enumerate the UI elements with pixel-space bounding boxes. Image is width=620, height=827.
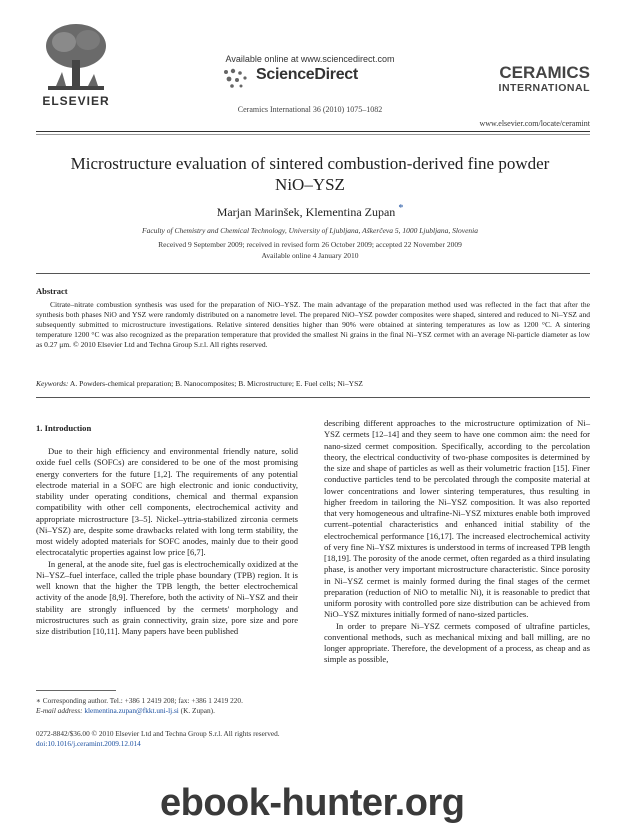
abstract-body: Citrate–nitrate combustion synthesis was used for the preparation of NiO–YSZ. The main advantage of the preparation method used was reflected in the fact that after the synthesis both phases NiO and YSZ were randomly distributed on a nanometre level. The prepared NiO–YSZ powder composites were shaped, sintered and reduced to Ni–YSZ and subsequently submitted to microstructure investigations. Relative sintered densities higher than 90% were obtained at sintering temperatures as low as 1200 °C. A sintering temperature 1200 °C was also recognized as the preparation temperature that provided the smallest Ni grains in the final Ni–YSZ cermet with an average Ni-particle diameter as low as 0.27 μm. © 2010 Elsevier Ltd and Techna Group S.r.l. All rights reserved. xyxy=(36,300,590,349)
paragraph: In general, at the anode site, fuel gas is electrochemically oxidized at the Ni–YSZ–fuel interface, called the triple phase boundary (TPB) region. It is well known that the higher the TPB length, the better electrochemical activity of the anode [8,9]. Therefore, both the activity of Ni–YSZ and their stability are strongly influenced by the cermets' morphology and microstructures such as grain connectivity, grain size, pore size and pore size distribution [10,11]. Many papers have been published xyxy=(36,558,298,636)
keywords xyxy=(36,379,590,388)
publisher-name: ELSEVIER xyxy=(42,94,110,108)
email-line xyxy=(36,706,298,716)
keywords-divider xyxy=(36,397,590,398)
corresponding-author-mark[interactable]: * xyxy=(398,203,404,214)
section-heading: 1. Introduction xyxy=(36,423,92,433)
abstract-divider xyxy=(36,273,590,274)
right-column xyxy=(324,418,590,666)
received-dates: Received 9 September 2009; received in revised form 26 October 2009; accepted 22 November 2009 xyxy=(158,240,462,249)
left-column xyxy=(36,446,298,637)
corresponding-author-note: ∗ Corresponding author. Tel.: +386 1 2419 208; fax: +386 1 2419 220. xyxy=(36,696,243,705)
copyright-block xyxy=(36,729,376,749)
author-names: Marjan Marinšek, Klementina Zupan xyxy=(216,205,396,219)
sciencedirect-logo: ScienceDirect xyxy=(256,66,358,83)
journal-reference: Ceramics International 36 (2010) 1075–1082 xyxy=(237,105,383,114)
author-list xyxy=(0,203,620,220)
copyright-line: 0272-8842/$36.00 © 2010 Elsevier Ltd and Techna Group S.r.l. All rights reserved. xyxy=(36,729,280,738)
article-title: Microstructure evaluation of sintered combustion-derived fine powder NiO–YSZ xyxy=(70,154,550,194)
sciencedirect-dots-icon xyxy=(222,68,252,90)
online-date: Available online 4 January 2010 xyxy=(261,251,359,260)
journal-title-main: CERAMICS xyxy=(499,63,590,82)
header-divider-thin xyxy=(36,134,590,135)
paragraph: Due to their high efficiency and environmental friendly nature, solid oxide fuel cells (SOFCs) are considered to be one of the most promising energy converters for the future [1,2]. The requirements of any potential electrode material in a SOFC are high electronic and ionic conductivity, stability under operating conditions, chemical and thermal expansion compatibility with other cell components, electrochemical activity and appropriate microstructure [3–5]. Nickel–yttria-stabilized zirconia cermets (Ni–YSZ) are, despite some drawbacks related with long term stability, the most widely adopted materials for SOFC anodes, mainly due to their good electrocatalytic properties against low price [6,7]. xyxy=(36,446,298,558)
keywords-list: A. Powders-chemical preparation; B. Nanocomposites; B. Microstructure; E. Fuel cells; Ni–YSZ xyxy=(69,379,363,388)
paragraph: describing different approaches to the microstructure optimization of Ni–YSZ cermets [12–14] and they seem to have one common aim: the need for nano-sized cermet composition. Specifically, according to the percolation theory, the electrical conductivity of two-phase composites is determined by the size and shape of particles as well as their volumetric fraction [15]. Finer conductive particles tend to be percolated through the composite material at lower concentrations and lower sintering temperatures, thus resulting in higher freedom in tailoring the Ni–YSZ composition. It was also reported that very homogeneous and ultrafine-Ni–YSZ mixtures enable both improved current–potential characteristics and enhanced initial stability of the electrochemical performance [16,17]. The increased electrochemical activity of very fine Ni–YSZ mixtures is understood in terms of increased TPB length [18,19]. The porosity of the anode cermet, often regarded as a third insulating phase, is another very important microstructure characteristic. Since porosity in Ni–YSZ cermet is mainly formed during the final stages of the cermet preparation (reduction of NiO to metallic Ni), it is reasonable to predict that uniform porosity with controlled pore size distribution can be achieved from NiO–YSZ mixtures initially formed of nano-sized particles. xyxy=(324,418,590,620)
watermark: ebook-hunter.org xyxy=(160,782,465,824)
footnote-divider xyxy=(36,690,116,691)
email-link[interactable]: klementina.zupan@fkkt.uni-lj.si xyxy=(84,706,179,715)
paragraph: In order to prepare Ni–YSZ cermets composed of ultrafine particles, conventional methods, such as mechanical mixing and ball milling, are no longer appropriate. Therefore, the development of a process, as cheap and as simple as possible, xyxy=(324,620,590,665)
keywords-label: Keywords: xyxy=(36,379,69,388)
available-online-text: Available online at www.sciencedirect.com xyxy=(225,54,395,64)
journal-title-sub: INTERNATIONAL xyxy=(498,82,590,94)
header-divider xyxy=(36,131,590,132)
email-suffix: (K. Zupan). xyxy=(180,706,215,715)
abstract-heading: Abstract xyxy=(36,286,68,296)
doi-link[interactable]: doi:10.1016/j.ceramint.2009.12.014 xyxy=(36,739,141,748)
journal-url[interactable]: www.elsevier.com/locate/ceramint xyxy=(479,119,590,128)
footnote xyxy=(36,696,298,716)
affiliation: Faculty of Chemistry and Chemical Technology, University of Ljubljana, Aškerčeva 5, 1000 Ljubljana, Slovenia xyxy=(141,226,478,235)
email-label: E-mail address: xyxy=(36,706,83,715)
